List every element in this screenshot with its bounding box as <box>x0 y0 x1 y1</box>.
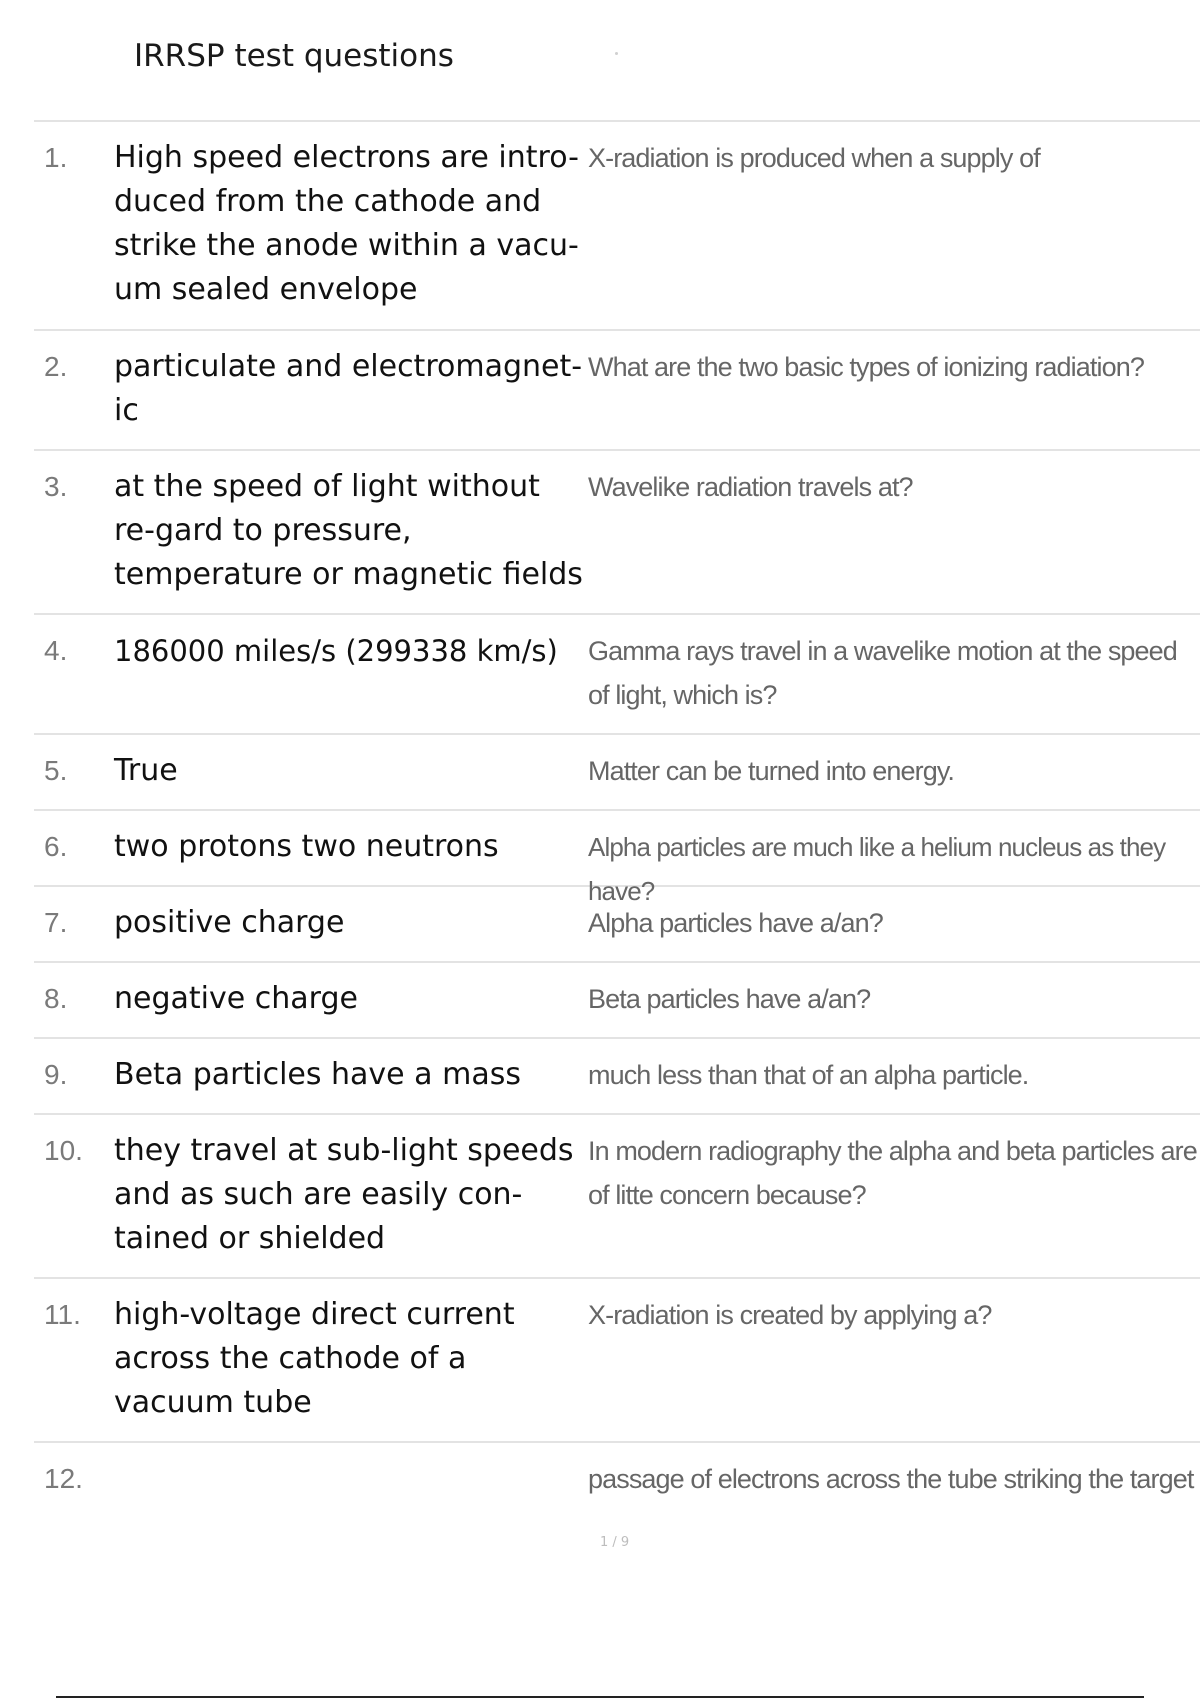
term-text: True <box>114 753 178 788</box>
definition-text: much less than that of an alpha particle. <box>588 1060 1029 1090</box>
definition-text: Wavelike radiation travels at? <box>588 472 913 502</box>
term-text: high-voltage direct current across the cathode of a vacuum tube <box>114 1297 515 1420</box>
bottom-divider <box>56 1696 1144 1698</box>
table-row <box>34 735 1200 811</box>
table-row <box>34 1115 1200 1279</box>
term-text: negative charge <box>114 981 358 1016</box>
definition-text: Matter can be turned into energy. <box>588 756 955 786</box>
table-row <box>34 1279 1200 1443</box>
row-number: 8. <box>44 983 68 1014</box>
term-text: particulate and electromagnet-ic <box>114 349 583 428</box>
definition-text: What are the two basic types of ionizing radiation? <box>588 352 1144 382</box>
row-number: 4. <box>44 635 68 666</box>
term-text: they travel at sub-light speeds and as such are easily con-tained or shielded <box>114 1133 574 1256</box>
term-text: two protons two neutrons <box>114 829 499 864</box>
table-row <box>34 451 1200 615</box>
table-row <box>34 122 1200 331</box>
row-number: 7. <box>44 907 68 938</box>
table-row <box>34 331 1200 451</box>
row-number: 6. <box>44 831 68 862</box>
row-number: 3. <box>44 471 68 502</box>
table-row <box>34 963 1200 1039</box>
row-number: 5. <box>44 755 68 786</box>
term-text: at the speed of light without re-gard to pressure, temperature or magnetic fields <box>114 469 583 592</box>
definition-text: In modern radiography the alpha and beta particles are of litte concern because? <box>588 1136 1197 1210</box>
question-table <box>34 120 1200 1517</box>
definition-text: Alpha particles have a/an? <box>588 908 883 938</box>
row-number: 2. <box>44 351 68 382</box>
definition-text: passage of electrons across the tube striking the target <box>588 1464 1194 1494</box>
row-number: 10. <box>44 1135 83 1166</box>
page-number: 1 / 9 <box>600 1535 630 1550</box>
row-number: 1. <box>44 142 68 173</box>
row-number: 12. <box>44 1463 83 1494</box>
row-number: 9. <box>44 1059 68 1090</box>
table-row <box>34 1039 1200 1115</box>
term-text: positive charge <box>114 905 345 940</box>
page-title: IRRSP test questions <box>134 38 454 74</box>
table-row <box>34 811 1200 906</box>
definition-text: Beta particles have a/an? <box>588 984 871 1014</box>
term-text: 186000 miles/s (299338 km/s) <box>114 634 558 668</box>
term-text: Beta particles have a mass <box>114 1057 521 1092</box>
definition-text: X-radiation is created by applying a? <box>588 1300 992 1330</box>
definition-text: X-radiation is produced when a supply of <box>588 143 1040 173</box>
definition-text: Gamma rays travel in a wavelike motion at the speed of light, which is? <box>588 636 1177 710</box>
stray-mark <box>615 52 618 55</box>
table-row <box>34 1443 1200 1517</box>
term-text: High speed electrons are intro-duced from the cathode and strike the anode within a vacu-um sealed envelope <box>114 140 579 307</box>
definition-text: Alpha particles are much like a helium nucleus as they have? <box>588 832 1166 906</box>
table-row <box>34 615 1200 735</box>
row-number: 11. <box>44 1299 81 1330</box>
